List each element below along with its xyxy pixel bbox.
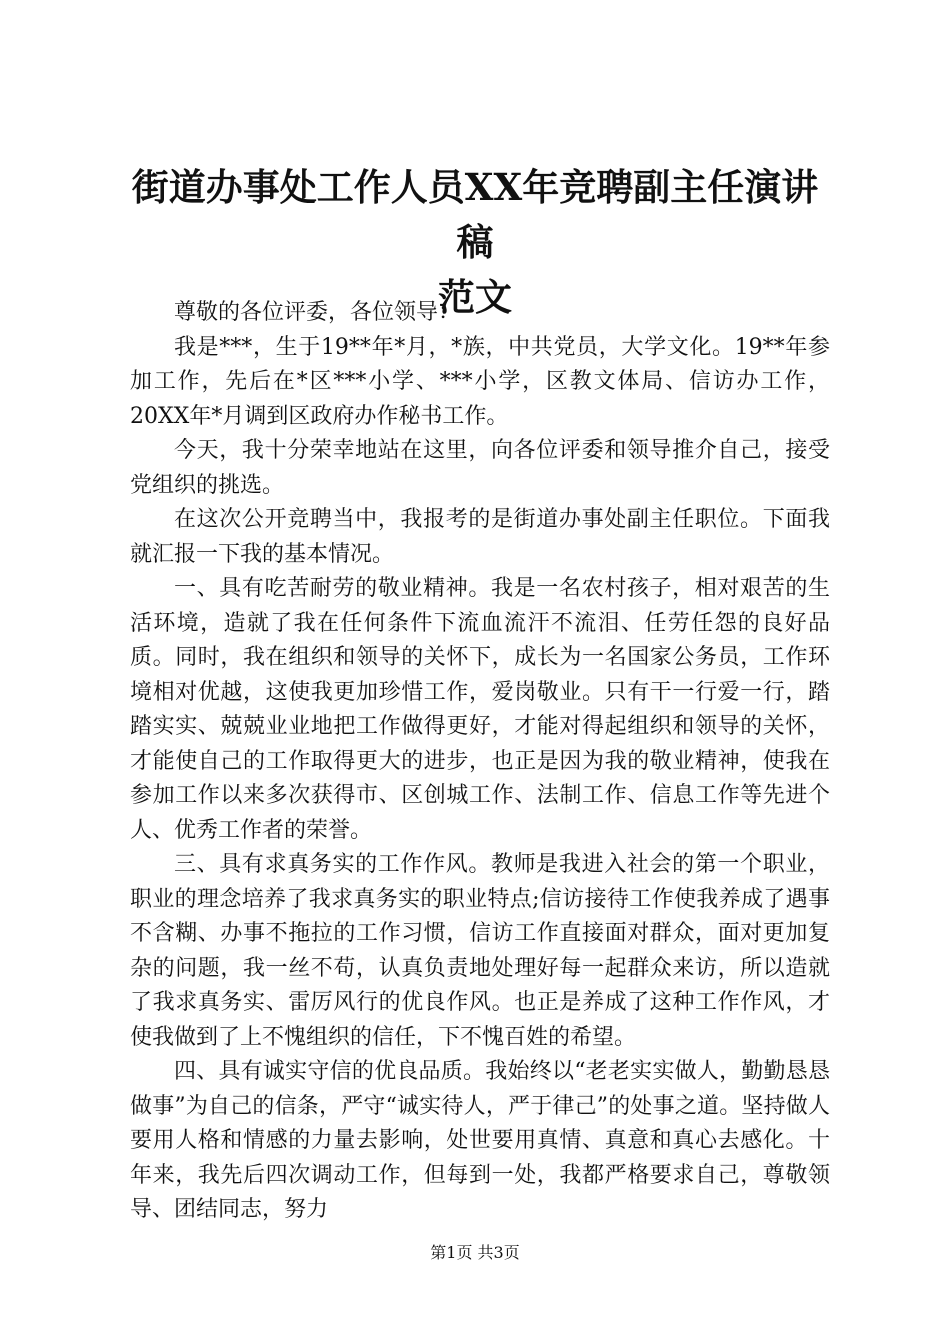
paragraph-work-style: 三、具有求真务实的工作作风。教师是我进入社会的第一个职业，职业的理念培养了我求真务实的职业特点;信访接待工作使我养成了遇事不含糊、办事不拖拉的工作习惯，信访工作直接面对群众，面对更加复杂的问题，我一丝不苟，认真负责地处理好每一起群众来访，所以造就了我求真务实、雷厉风行的优良作风。也正是养成了这种工作作风，才使我做到了上不愧组织的信任，下不愧百姓的希望。 — [130, 852, 830, 1050]
document-title-line-2: 范文 — [438, 275, 512, 319]
document-body — [130, 296, 830, 1228]
document-title-line-1: 街道办事处工作人员XX年竞聘副主任演讲稿 — [131, 165, 819, 264]
page-number: 第1页 共3页 — [430, 1243, 520, 1262]
paragraph-self-intro: 我是***，生于19**年*月，*族，中共党员，大学文化。19**年参加工作，先后在*区***小学、***小学，区教文体局、信访办工作，20XX年*月调到区政府办作秘书工作。 — [130, 334, 830, 429]
paragraph-position: 在这次公开竞聘当中，我报考的是街道办事处副主任职位。下面我就汇报一下我的基本情况。 — [130, 507, 830, 567]
paragraph-dedication: 一、具有吃苦耐劳的敬业精神。我是一名农村孩子，相对艰苦的生活环境，造就了我在任何条件下流血流汗不流泪、任劳任怨的良好品质。同时，我在组织和领导的关怀下，成长为一名国家公务员，工作环境相对优越，这使我更加珍惜工作，爱岗敬业。只有干一行爱一行，踏踏实实、兢兢业业地把工作做得更好，才能对得起组织和领导的关怀，才能使自己的工作取得更大的进步，也正是因为我的敬业精神，使我在参加工作以来多次获得市、区创城工作、法制工作、信息工作等先进个人、优秀工作者的荣誉。 — [130, 576, 830, 843]
page-footer — [0, 1243, 950, 1263]
salutation: 尊敬的各位评委，各位领导： — [174, 300, 461, 325]
paragraph-integrity: 四、具有诚实守信的优良品质。我始终以“老老实实做人，勤勤恳恳做事”为自己的信条，严守“诚实待人，严于律己”的处事之道。坚持做人要用人格和情感的力量去影响，处世要用真情、真意和真心去感化。十年来，我先后四次调动工作，但每到一处，我都严格要求自己，尊敬领导、团结同志，努力 — [130, 1059, 830, 1222]
paragraph-today: 今天，我十分荣幸地站在这里，向各位评委和领导推介自己，接受党组织的挑选。 — [130, 438, 830, 498]
